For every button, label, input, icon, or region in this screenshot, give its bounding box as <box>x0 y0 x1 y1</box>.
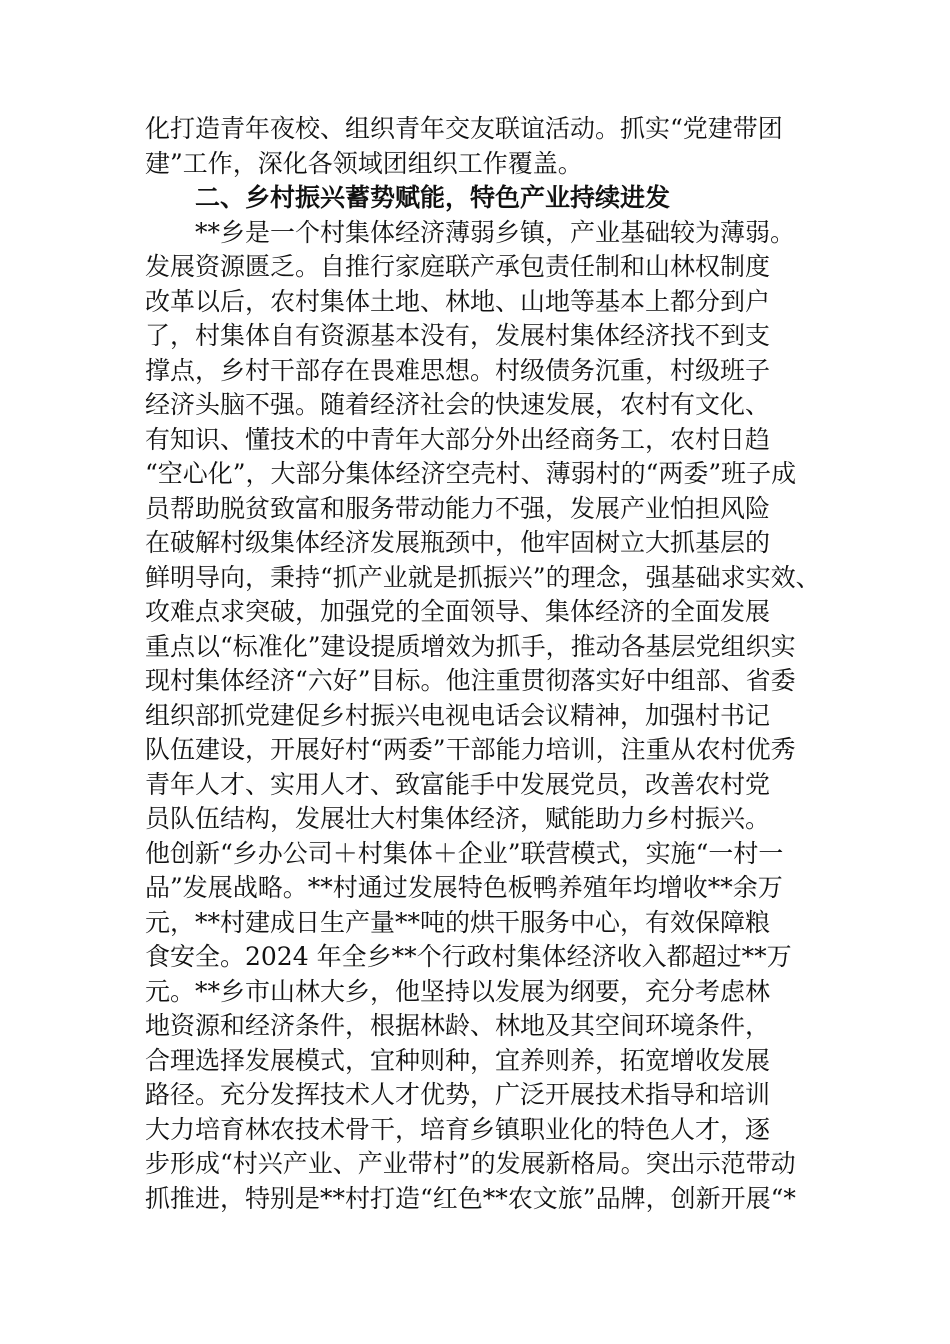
text-line: 鲜明导向，秉持“抓产业就是抓振兴”的理念，强基础求实效、 <box>145 562 821 592</box>
text-line: 组织部抓党建促乡村振兴电视电话会议精神，加强村书记 <box>145 700 771 730</box>
text-line: 重点以“标准化”建设提质增效为抓手，推动各基层党组织实 <box>145 631 796 661</box>
text-line: 有知识、懂技术的中青年大部分外出经商务工，农村日趋 <box>145 424 771 454</box>
text-line: 青年人才、实用人才、致富能手中发展党员，改善农村党 <box>145 769 771 799</box>
text-line: 改革以后，农村集体土地、林地、山地等基本上都分到户 <box>145 286 771 316</box>
section-heading: 二、乡村振兴蓄势赋能，特色产业持续进发 <box>195 183 671 212</box>
text-line: 发展资源匮乏。自推行家庭联产承包责任制和山林权制度 <box>145 252 771 281</box>
text-line: 大力培育林农技术骨干，培育乡镇职业化的特色人才，逐 <box>145 1114 771 1144</box>
text-line: 品”发展战略。**村通过发展特色板鸭养殖年均增收**余万 <box>145 873 783 902</box>
text-line: 化打造青年夜校、组织青年交友联谊活动。抓实“党建带团 <box>145 114 783 143</box>
paragraph-first-line: **乡是一个村集体经济薄弱乡镇，产业基础较为薄弱。 <box>195 217 796 247</box>
text-line: 员队伍结构，发展壮大村集体经济，赋能助力乡村振兴。 <box>145 804 771 833</box>
text-line: 合理选择发展模式，宜种则种，宜养则养，拓宽增收发展 <box>145 1045 771 1075</box>
text-line: 攻难点求突破，加强党的全面领导、集体经济的全面发展 <box>145 597 771 626</box>
text-line: 了，村集体自有资源基本没有，发展村集体经济找不到支 <box>145 321 771 350</box>
body-text <box>145 112 821 1216</box>
text-line: 现村集体经济“六好”目标。他注重贯彻落实好中组部、省委 <box>145 666 796 695</box>
text-line: 食安全。2024 年全乡**个行政村集体经济收入都超过**万 <box>145 942 792 971</box>
text-line: 步形成“村兴产业、产业带村”的发展新格局。突出示范带动 <box>145 1149 796 1178</box>
text-line: 员帮助脱贫致富和服务带动能力不强，发展产业怕担风险 <box>145 493 771 523</box>
text-line: 撑点，乡村干部存在畏难思想。村级债务沉重，村级班子 <box>145 355 771 385</box>
text-line: 元。**乡市山林大乡，他坚持以发展为纲要，充分考虑林 <box>145 976 771 1006</box>
text-line: 经济头脑不强。随着经济社会的快速发展，农村有文化、 <box>145 390 771 419</box>
text-line: 元，**村建成日生产量**吨的烘干服务中心，有效保障粮 <box>145 907 771 937</box>
text-line: 路径。充分发挥技术人才优势，广泛开展技术指导和培训 <box>145 1080 771 1109</box>
text-line: 在破解村级集体经济发展瓶颈中，他牢固树立大抓基层的 <box>145 528 771 557</box>
text-line: 地资源和经济条件，根据林龄、林地及其空间环境条件， <box>145 1011 771 1040</box>
text-line: 队伍建设，开展好村“两委”干部能力培训，注重从农村优秀 <box>145 735 796 764</box>
text-line: 建”工作，深化各领域团组织工作覆盖。 <box>145 148 583 178</box>
text-line: 抓推进，特别是**村打造“红色**农文旅”品牌，创新开展“* <box>145 1183 796 1213</box>
text-line: “空心化”，大部分集体经济空壳村、薄弱村的“两委”班子成 <box>145 459 797 488</box>
text-line: 他创新“乡办公司＋村集体＋企业”联营模式，实施“一村一 <box>145 838 784 868</box>
